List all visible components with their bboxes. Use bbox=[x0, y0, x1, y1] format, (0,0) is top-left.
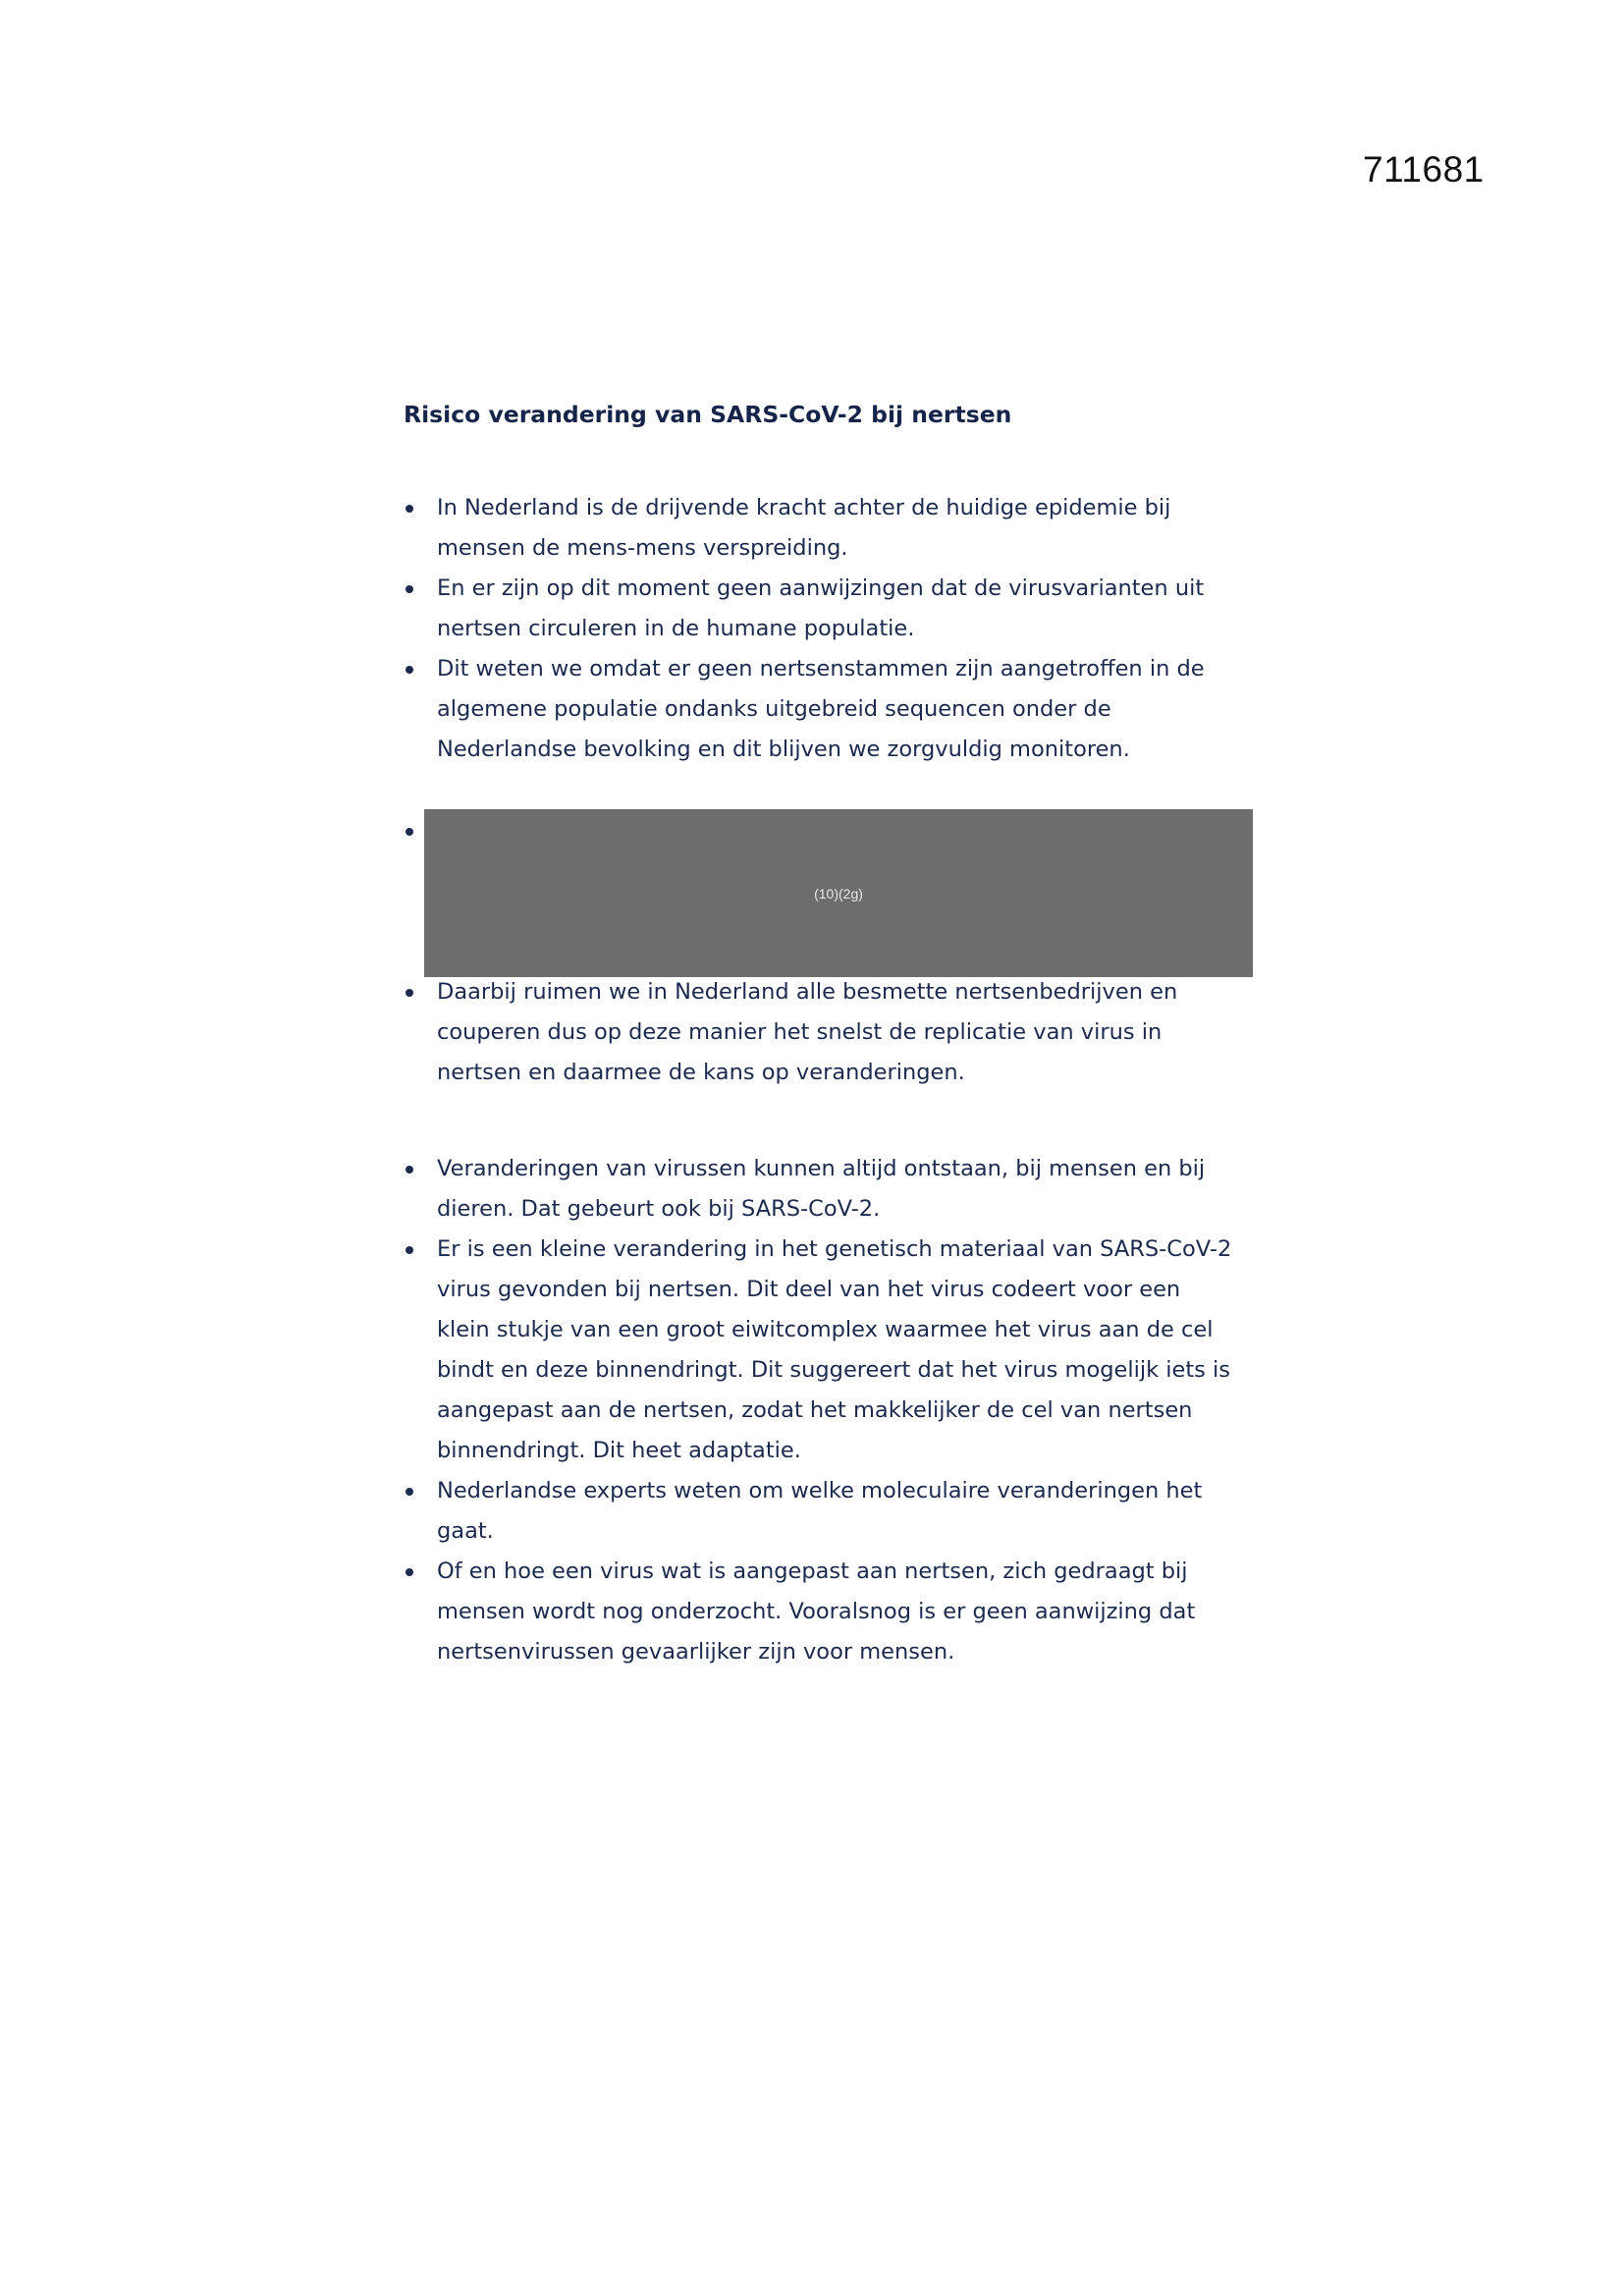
list-item: In Nederland is de drijvende kracht achter de huidige epidemie bij mensen de mens-mens verspreiding. bbox=[404, 488, 1238, 569]
redaction-block bbox=[424, 809, 1253, 977]
bullet-list-epidemic bbox=[404, 488, 1238, 770]
list-item: Veranderingen van virussen kunnen altijd ontstaan, bij mensen en bij dieren. Dat gebeurt ook bij SARS-CoV-2. bbox=[404, 1149, 1238, 1230]
list-item: Daarbij ruimen we in Nederland alle besmette nertsenbedrijven en couperen dus op deze manier het snelst de replicatie van virus in nertsen en daarmee de kans op veranderingen. bbox=[404, 972, 1238, 1093]
list-item: Er is een kleine verandering in het genetisch materiaal van SARS-CoV-2 virus gevonden bij nertsen. Dit deel van het virus codeert voor een klein stukje van een groot eiwitcomplex waarmee het virus aan de cel bindt en deze binnendringt. Dit suggereert dat het virus mogelijk iets is aangepast aan de nertsen, zodat het makkelijker de cel van nertsen binnendringt. Dit heet adaptatie. bbox=[404, 1230, 1238, 1471]
list-item: Of en hoe een virus wat is aangepast aan nertsen, zich gedraagt bij mensen wordt nog onderzocht. Vooralsnog is er geen aanwijzing dat nertsenvirussen gevaarlijker zijn voor mensen. bbox=[404, 1552, 1238, 1672]
page-title: Risico verandering van SARS-CoV-2 bij nertsen bbox=[404, 401, 1012, 428]
list-item: Dit weten we omdat er geen nertsenstammen zijn aangetroffen in de algemene populatie ondanks uitgebreid sequencen onder de Nederlandse bevolking en dit blijven we zorgvuldig monitoren. bbox=[404, 649, 1238, 770]
bullet-list-mutations bbox=[404, 1149, 1238, 1672]
redaction-label: (10)(2g) bbox=[814, 885, 863, 902]
list-item: En er zijn op dit moment geen aanwijzingen dat de virusvarianten uit nertsen circuleren in de humane populatie. bbox=[404, 569, 1238, 649]
bullet-list-culling bbox=[404, 972, 1238, 1093]
list-item: Nederlandse experts weten om welke moleculaire veranderingen het gaat. bbox=[404, 1471, 1238, 1552]
document-number: 711681 bbox=[1363, 149, 1485, 190]
